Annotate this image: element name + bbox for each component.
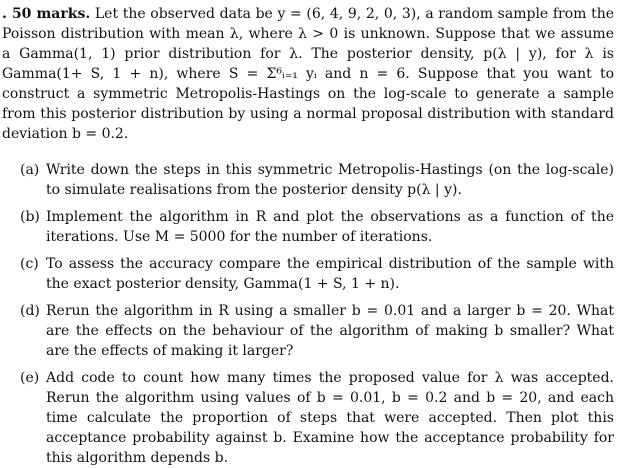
part-e: [0, 368, 614, 468]
part-text: Write down the steps in this symmetric Metropolis-Hastings (on the log-scale) to simulate realisations from the posterior density p(λ | y).: [46, 162, 614, 198]
part-text: Add code to count how many times the proposed value for λ was accepted. Rerun the algorithm using values of b = 0.01, b = 0.2 and b = 20, and each time calculate the proportion of steps that were accepted. Then plot this acceptance probability against b. Examine how the acceptance probability for this algorithm depends b.: [46, 370, 614, 466]
part-text: Rerun the algorithm in R using a smaller b = 0.01 and a larger b = 20. What are the effects on the behaviour of the algorithm of making b smaller? What are the effects of making it larger?: [46, 303, 614, 359]
part-c: [0, 254, 614, 294]
intro-text: Let the observed data be y = (6, 4, 9, 2, 0, 3), a random sample from the Poisson distribution with mean λ, where λ > 0 is unknown. Suppose that we assume a Gamma(1, 1) prior distribution for λ. The posterior density, p(λ | y), for λ is Gamma(1+ S, 1 + n), where S = Σ⁶ᵢ₌₁ yᵢ and n = 6. Suppose that you want to construct a symmetric Metropolis-Hastings on the log-scale to generate a sample from this posterior distribution by using a normal proposal distribution with standard deviation b = 0.2.: [2, 6, 614, 142]
part-text: To assess the accuracy compare the empirical distribution of the sample with the exact posterior density, Gamma(1 + S, 1 + n).: [46, 256, 614, 292]
marks-label: . 50 marks.: [2, 6, 91, 22]
part-label: (d): [20, 303, 40, 319]
part-d: [0, 301, 614, 361]
part-text: Implement the algorithm in R and plot the observations as a function of the iterations. Use M = 5000 for the number of iterations.: [46, 209, 614, 245]
question-intro: [0, 4, 614, 144]
part-b: [0, 207, 614, 247]
part-label: (c): [20, 256, 39, 272]
part-label: (a): [20, 162, 40, 178]
part-label: (b): [20, 209, 40, 225]
part-label: (e): [20, 370, 40, 386]
part-a: [0, 160, 614, 200]
question-parts: [0, 160, 614, 468]
